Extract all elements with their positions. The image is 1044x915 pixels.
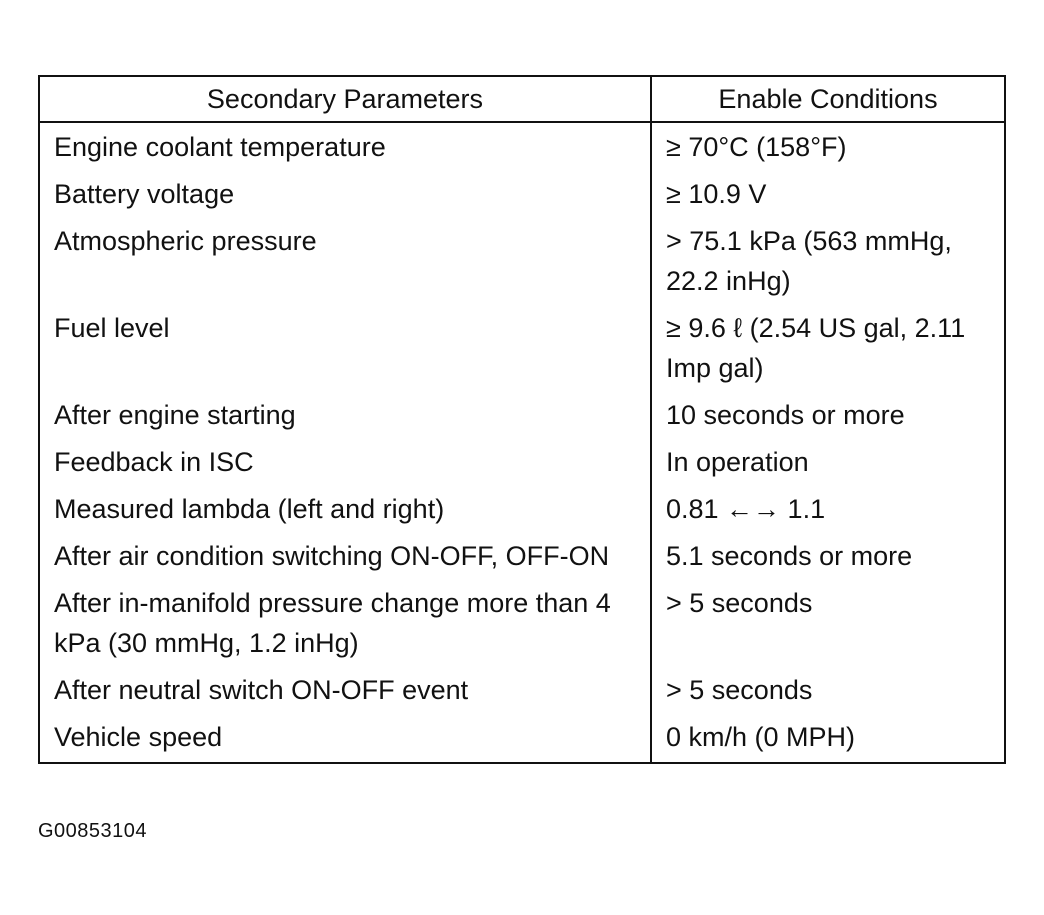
figure-id: G00853104 [38,820,148,842]
condition-cell: ≥ 70°C (158°F) [666,132,847,162]
parameter-cell: After neutral switch ON-OFF event [40,668,651,715]
condition-cell: ≥ 10.9 V [666,179,767,209]
condition-cell: > 5 seconds [666,675,813,705]
parameter-cell: Battery voltage [40,172,651,219]
table-row [40,393,1004,440]
condition-cell: 10 seconds or more [666,400,905,430]
table-row [40,668,1004,715]
table-row [40,122,1004,172]
parameter-cell: After air condition switching ON-OFF, OFF-ON [40,534,651,581]
condition-cell: 5.1 seconds or more [666,541,913,571]
condition-cell: 0.81 ←→ 1.1 [666,494,826,524]
parameter-cell: Atmospheric pressure [40,219,651,306]
table-row [40,219,1004,306]
parameter-cell: After in-manifold pressure change more than 4 kPa (30 mmHg, 1.2 inHg) [40,581,651,668]
condition-cell: > 5 seconds [666,588,813,618]
table-header-row [40,77,1004,122]
table-row [40,172,1004,219]
table-row [40,715,1004,762]
condition-cell: > 75.1 kPa (563 mmHg, 22.2 inHg) [666,226,952,296]
table-row [40,487,1004,534]
parameter-cell: Fuel level [40,306,651,393]
parameter-cell: Feedback in ISC [40,440,651,487]
parameters-table [38,75,1006,764]
column-header-secondary-parameters: Secondary Parameters [40,77,651,122]
table-row [40,440,1004,487]
parameter-cell: Measured lambda (left and right) [40,487,651,534]
parameter-cell: Engine coolant temperature [40,122,651,172]
condition-cell: ≥ 9.6 ℓ (2.54 US gal, 2.11 Imp gal) [666,313,966,383]
parameter-cell: After engine starting [40,393,651,440]
table-row [40,581,1004,668]
table-row [40,306,1004,393]
column-header-enable-conditions: Enable Conditions [651,77,1004,122]
condition-cell: In operation [666,447,809,477]
table-row [40,534,1004,581]
condition-cell: 0 km/h (0 MPH) [666,722,856,752]
parameter-cell: Vehicle speed [40,715,651,762]
